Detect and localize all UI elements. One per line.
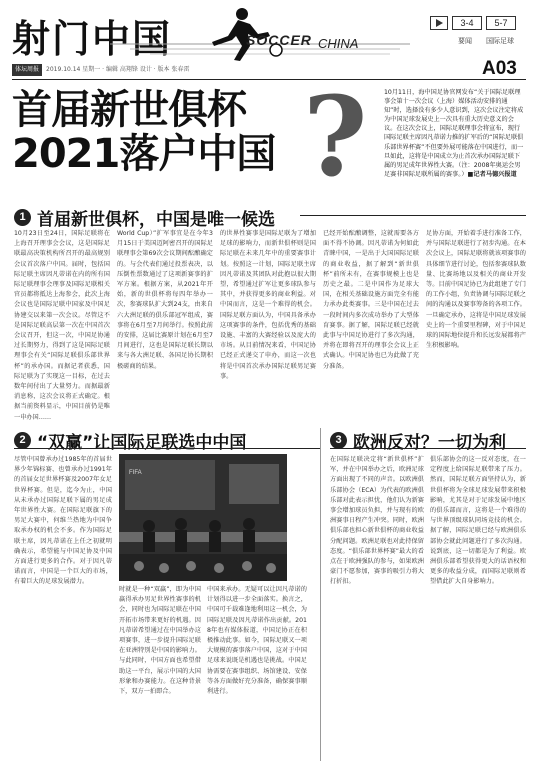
section3-title: 欧洲反对？一切为利 bbox=[353, 433, 506, 453]
section1-column4: 已经开始酝酿调整，这就需要各方面不得不协调。因凡蒂诺为何如此青睐中国，一是出于大国国际足联的商业收益，据了解到“新世俱杯”前所未有，在赛事规模上也是历史之最。二是中国作为足球大国，在相关基础设施方面完全有能力承办此类赛事。三是中国在过去一段时间内多次成功举办了大型体育赛事。据了解，国际足联已经就此事与中国足协进行了多次沟通，并将在即将召开的理事会会议上正式确认。中国足协也已为此做了充分准备。 bbox=[323, 230, 419, 370]
section1-column2: World Cup）”扩军事宜是在今年3月15日于美国迈阿密召开的国际足联理事会第69次会议期间酝酿确定的。与会代表们通过投票表决，以压倒性票数通过了这项新赛事的扩军方案。根据方案，从2021年开始，新的世俱杯将每四年举办一次，参赛球队扩大到24支，由来自六大洲足联的俱乐部冠军组成，赛事将在6月至7月间举行。按照此前的安排，这届比赛原计划在6月至7月间进行，这也是国际足联长期以来与各大洲足联、各国足协长期积极磋商的结果。 bbox=[117, 230, 213, 370]
lede-text: 10月11日，海中国足协官网发布“关于国际足联理事会第十一次会议（上海）媒体活动安排的通知”时，选择没有多少人意识到，这次会议注定将成为中国足球发展史上一次具有重大历史意义的会议。在这次会议上，国际足联理事会将宣布，现行国际足联主席因凡蒂诺力推的扩军后的“国际足联俱乐部世界杯赛”不但要外展可能落在中国进行，而一旦如此，这将是中国成立为止首次承办国际足联下属的男足成年世界性大赛。（注：2008年奥运会男足赛非国际足联所属的赛事。） bbox=[384, 89, 524, 178]
play-icon[interactable] bbox=[430, 16, 448, 30]
section3-number: 3 bbox=[330, 432, 347, 449]
section1-title: 首届新世俱杯，中国是唯一候选 bbox=[37, 210, 275, 230]
nav-label-guoji: 国际足球 bbox=[486, 37, 514, 45]
section1-column1: 10月23日至24日，国际足联将在上海召开理事会会议，这是国际足联最高决策机构所召开的最高规别会议首次落户中国。届时，包括国际足联主席因凡蒂诺在内的所有国际足联理事会理事及国际足联相关官员都将抵达上海参会，此次上海会议也是国际足联中国家及中国足协建交以来第一次会议。尽管这不是国际足联高层第一次在中国首次会议召开，但这一次，中国足协通过长期努力，得到了这是国际足联理事会有关“国际足联俱乐部世界杯”的承办国。而据记者获悉，国际足联为了实现这一目标，在过去数年间付出了大量努力。而据最新消息称，这次会议将正式确定。根据当前资料显示，中国目前仍是唯一申办国…… bbox=[14, 230, 110, 421]
section1-column5: 足协方面，开始着手进行准备工作，并与国际足联进行了初步沟通。在本次会议上，国际足联将就该项赛事的具体细节进行讨论，包括参赛球队数量、比赛场地以及相关的商业开发等。目前中国足协已为此组建了专门的工作小组，负责协调与国际足联之间的沟通以及赛事筹备的各项工作。一旦确定承办，这将是中国足球发展史上的一个重要里程碑，对于中国足球的国际地位提升和长远发展都将产生积极影响。 bbox=[426, 230, 526, 350]
nav-label-yaowen: 要闻 bbox=[458, 37, 472, 45]
dateline bbox=[12, 64, 452, 76]
nav-box-3-4[interactable]: 3-4 bbox=[452, 16, 482, 30]
section2-column3: 中国来承办。无疑可以让因凡蒂诺的计划得以进一步全面落实。换言之，中国可千载难逢地利用这一机会，为国际足联及因凡蒂诺作出贡献。2018年也有媒体报道，中国足协正在积极推动此事。如今，国际足联又一项大规模的赛事落户中国，这对于中国足球来说既是机遇也是挑战。中国足协需要在赛事组织、场馆建设、安保等各方面做好充分准备，确保赛事顺利进行。 bbox=[207, 586, 307, 696]
headline-line1: 首届新世俱杯 bbox=[12, 87, 246, 133]
conference-photo bbox=[119, 454, 287, 581]
masthead-soccer: SOCCER bbox=[246, 32, 312, 48]
masthead-title: 射门中国 bbox=[12, 16, 173, 61]
headline-question-mark: ? bbox=[303, 72, 368, 201]
page-number: A03 bbox=[482, 58, 517, 79]
section2-rule bbox=[14, 448, 320, 449]
section1-rule bbox=[300, 215, 526, 216]
column-divider bbox=[320, 428, 321, 761]
section2-title: “双赢”让国际足联选中中国 bbox=[37, 433, 247, 453]
section1-number: 1 bbox=[14, 209, 31, 226]
conference-photo-image bbox=[119, 454, 287, 581]
dateline-text: 2019.10.14 星期一 · 编辑 高翔锋 设计 · 版本 张春雷 bbox=[46, 66, 190, 73]
section3-header bbox=[330, 428, 506, 453]
section3-column1: 在国际足联决定将“新世俱杯”扩军，并在中国举办之后，欧洲足球方面出现了不同的声音。以欧洲俱乐部协会（ECA）为代表的欧洲俱乐部对此表示担忧，他们认为新赛事会增加球员负担，并与现有的欧洲赛事日程产生冲突。同时，欧洲俱乐部也担心新世俱杯的商业收益分配问题。欧洲足联也对此持保留态度。“俱乐部世界杯赛”最大的看点在于欧洲强队的参与，如果欧洲豪门不愿参加，赛事的吸引力将大打折扣。 bbox=[330, 456, 424, 586]
section1-header bbox=[14, 205, 275, 230]
section1-column3: 的世界性赛事是国际足联为了增加足球的影响力，而新世俱杯则是国际足联在未来几年中的重要赛事计划。按照这一计划，国际足联主席因凡蒂诺及其团队对此抱以很大期望，希望通过扩军让更多球队参与其中，并获得更多的商业利益。对中国而言，这是一个难得的机会。国际足联方面认为，中国具备承办这项赛事的条件，包括优秀的基础设施、丰富的大赛经验以及庞大的市场。从目前情况来看，中国足协已经正式递交了申办，而这一次也将是中国首次承办国际足联男足赛事。 bbox=[220, 230, 316, 380]
svg-text:FIFA: FIFA bbox=[129, 470, 142, 476]
section2-number: 2 bbox=[14, 432, 31, 449]
headline-line2: 2021落户中国 bbox=[12, 131, 276, 177]
dateline-tag: 体坛周报 bbox=[12, 64, 42, 76]
headline bbox=[12, 88, 275, 176]
section2-column1: 尽管中国曾承办过1985年的首届世界少年锦标赛、也曾承办过1991年的首届女足世界杯赛及2007年女足世界杯赛。但是，迄今为止，中国从未承办过国际足联下属的男足成年世界性大赛。在国际足联旗下的男足大赛中，何维兰热地为中国争取承办权的机会不多。作为国际足联主席，因凡蒂诺在上任之初就明确表示，希望能与中国足协及中国方面进行更多的合作。对于因凡蒂诺而言，中国是一个巨大的市场，有着巨大的足球发展潜力。 bbox=[14, 456, 112, 586]
masthead-china: CHINA bbox=[318, 36, 359, 51]
nav-box-5-7[interactable]: 5-7 bbox=[486, 16, 516, 30]
lede-byline: ■记者马德兴报道 bbox=[467, 170, 517, 178]
top-rule bbox=[12, 79, 526, 80]
section3-rule bbox=[330, 448, 526, 449]
lede-paragraph bbox=[384, 88, 526, 198]
section2-column2: 时就是一种“双赢”，即为中国赢得承办男足世界性赛事的机会，同时也为国际足联在中国开拓市场带来更好的机遇。因凡蒂诺希望通过在中国举办这项赛事，进一步提升国际足联在亚洲特别是中国的影响力。与此同时，中国方面也希望借助这一平台，展示中国的大国形象和办赛能力。在这种背景下，双方一拍即合。 bbox=[119, 586, 201, 696]
section2-header bbox=[14, 428, 246, 453]
section3-column2: 俱乐部协会的这一反对态度，在一定程度上给国际足联带来了压力。然而，国际足联方面坚持认为，新世俱杯将为全球足球发展带来积极影响，尤其是对于足球发展中地区的俱乐部而言，这将是一个难得的与世界顶级球队同场竞技的机会。据了解，国际足联已经与欧洲俱乐部协会就此问题进行了多次沟通。说到底，这一切都是为了利益。欧洲俱乐部希望获得更大的话语权和更多的收益分成，而国际足联则希望借此扩大自身影响力。 bbox=[430, 456, 526, 586]
